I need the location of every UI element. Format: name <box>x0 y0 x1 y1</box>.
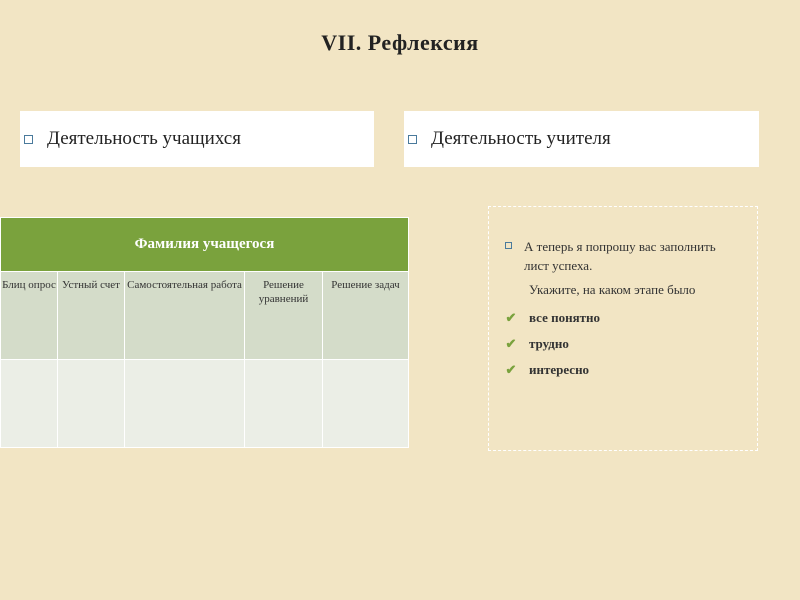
table-cell <box>1 360 58 448</box>
list-item: ✔ все понятно <box>501 310 600 326</box>
checkmark-icon: ✔ <box>505 362 517 377</box>
column-header: Устный счет <box>58 272 125 360</box>
square-bullet-icon <box>24 135 33 144</box>
table-cell <box>245 360 323 448</box>
table-cell <box>58 360 125 448</box>
teacher-activity-box <box>404 111 759 167</box>
column-header: Самостоятельная работа <box>125 272 245 360</box>
column-header: Блиц опрос <box>1 272 58 360</box>
checkmark-icon: ✔ <box>505 310 517 325</box>
list-item: ✔ интересно <box>501 362 589 378</box>
students-activity-box <box>20 111 374 167</box>
teacher-activity-label: Деятельность учителя <box>431 128 611 149</box>
square-bullet-icon <box>408 135 417 144</box>
list-item: ✔ трудно <box>501 336 569 352</box>
table-header: Фамилия учащегося <box>1 218 409 272</box>
students-activity-label: Деятельность учащихся <box>47 128 241 149</box>
panel-intro: А теперь я попрошу вас заполнить лист успеха. <box>501 237 731 275</box>
column-header: Решение уравнений <box>245 272 323 360</box>
square-bullet-icon <box>505 242 512 249</box>
table-cell <box>125 360 245 448</box>
column-header: Решение задач <box>323 272 409 360</box>
table-cell <box>323 360 409 448</box>
reflection-panel <box>488 206 758 451</box>
slide-title: VII. Рефлексия <box>321 30 479 55</box>
checkmark-icon: ✔ <box>505 336 517 351</box>
success-sheet-table <box>0 217 409 448</box>
panel-prompt: Укажите, на каком этапе было <box>529 282 696 297</box>
